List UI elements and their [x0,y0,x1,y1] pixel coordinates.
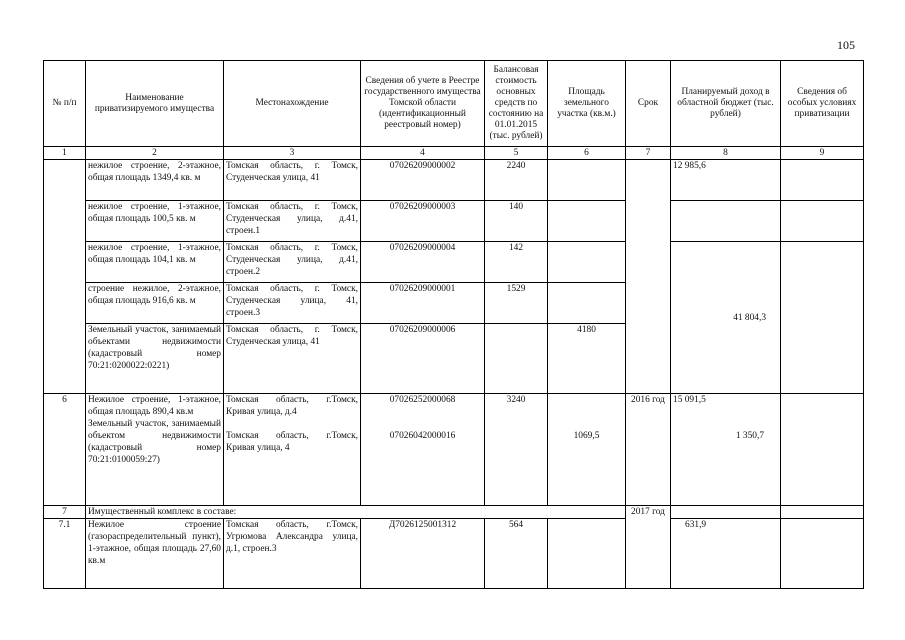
cell-registry: 07026209000002 [361,160,485,201]
header-name: Наименование приватизируемого имущества [86,61,224,147]
cell-num: 7.1 [44,519,86,589]
cell-term: 2017 год [626,506,671,589]
cell-group-label: Имущественный комплекс в составе: [86,506,626,519]
cell-location [224,394,361,506]
cell-name: строение нежилое, 2-этажное, общая площадь 916,6 кв. м [86,283,224,324]
item-income: 1 350,7 [735,431,764,441]
item-name: Земельный участок, занимаемый объектом недвижимости (кадастровый номер 70:21:0100059:27) [88,419,221,465]
cell-registry: 07026209000004 [361,242,485,283]
page-number: 105 [837,38,855,52]
col-number: 9 [781,147,864,160]
cell-conditions [781,201,864,242]
cell-name: нежилое строение, 2-этажное, общая площадь 1349,4 кв. м [86,160,224,201]
cell-registry: 07026209000006 [361,324,485,394]
cell-name: нежилое строение, 1-этажное, общая площадь 100,5 кв. м [86,201,224,242]
cell-balance: 140 [485,201,548,242]
item-registry: 07026042000016 [389,431,456,441]
cell-conditions [781,519,864,589]
cell-name [86,394,224,506]
item-area: 1069,5 [573,431,600,441]
cell-name: нежилое строение, 1-этажное, общая площадь 104,1 кв. м [86,242,224,283]
privatization-table [43,60,864,589]
cell-balance: 564 [485,519,548,589]
cell-income [671,394,781,506]
cell-location: Томская область, г. Томск, Студенческая улица, 41, строен.3 [224,283,361,324]
header-row [44,61,864,147]
cell-area [548,283,626,324]
cell-area [548,201,626,242]
cell-balance: 2240 [485,160,548,201]
cell-income: 12 985,6 [671,160,781,201]
cell-income: 631,9 [671,519,781,589]
cell-balance: 142 [485,242,548,283]
header-term: Срок [626,61,671,147]
cell-num: 7 [44,506,86,519]
table-row [44,506,864,519]
cell-num [44,160,86,394]
cell-term [626,160,671,394]
cell-location: Томская область, г. Томск, Студенческая улица, д.41, строен.1 [224,201,361,242]
header-location: Местонахождение [224,61,361,147]
table-row [44,242,864,283]
cell-area [548,242,626,283]
header-income: Планируемый доход в областной бюджет (тыс. рублей) [671,61,781,147]
cell-location: Томская область, г. Томск, Студенческая улица, 41 [224,324,361,394]
header-num: № п/п [44,61,86,147]
item-location: Томская область, г.Томск, Кривая улица, 4 [226,431,358,453]
cell-income: 41 804,3 [671,242,781,394]
item-location: Томская область, г.Томск, Кривая улица, д.4 [226,395,358,417]
cell-area [548,519,626,589]
cell-income [671,201,781,242]
cell-location: Томская область, г. Томск, Студенческая улица, д.41, строен.2 [224,242,361,283]
cell-location: Томская область, г.Томск, Угрюмова Александра улица, д.1, строен.3 [224,519,361,589]
col-number: 4 [361,147,485,160]
col-number: 6 [548,147,626,160]
cell-term: 2016 год [626,394,671,506]
table-row [44,519,864,589]
col-number: 7 [626,147,671,160]
cell-conditions [781,394,864,506]
table-row [44,160,864,201]
col-number: 5 [485,147,548,160]
cell-name: Земельный участок, занимаемый объектами недвижимости (кадастровый номер 70:21:0200022:0221) [86,324,224,394]
cell-conditions [781,242,864,394]
cell-balance: 3240 [485,394,548,506]
header-registry: Сведения об учете в Реестре государственного имущества Томской области (идентификационный реестровый номер) [361,61,485,147]
item-income: 15 091,5 [673,395,706,405]
cell-num: 6 [44,394,86,506]
cell-income [671,506,781,519]
cell-balance [485,324,548,394]
cell-area [548,394,626,506]
table-row [44,394,864,506]
cell-location: Томская область, г. Томск, Студенческая улица, 41 [224,160,361,201]
item-name: Нежилое строение, 1-этажное, общая площадь 890,4 кв.м [88,395,221,417]
cell-area: 4180 [548,324,626,394]
cell-balance: 1529 [485,283,548,324]
cell-area [548,160,626,201]
col-number: 8 [671,147,781,160]
item-registry: 07026252000068 [389,395,456,405]
column-number-row [44,147,864,160]
header-area: Площадь земельного участка (кв.м.) [548,61,626,147]
cell-conditions [781,506,864,519]
cell-conditions [781,160,864,201]
cell-registry [361,394,485,506]
cell-name: Нежилое строение (газораспределительный пункт), 1-этажное, общая площадь 27,60 кв.м [86,519,224,589]
header-balance: Балансовая стоимость основных средств по состоянию на 01.01.2015 (тыс. рублей) [485,61,548,147]
table-row [44,201,864,242]
col-number: 2 [86,147,224,160]
cell-registry: 07026209000003 [361,201,485,242]
cell-registry: 07026209000001 [361,283,485,324]
col-number: 3 [224,147,361,160]
cell-registry: Д7026125001312 [361,519,485,589]
header-conditions: Сведения об особых условиях приватизации [781,61,864,147]
col-number: 1 [44,147,86,160]
